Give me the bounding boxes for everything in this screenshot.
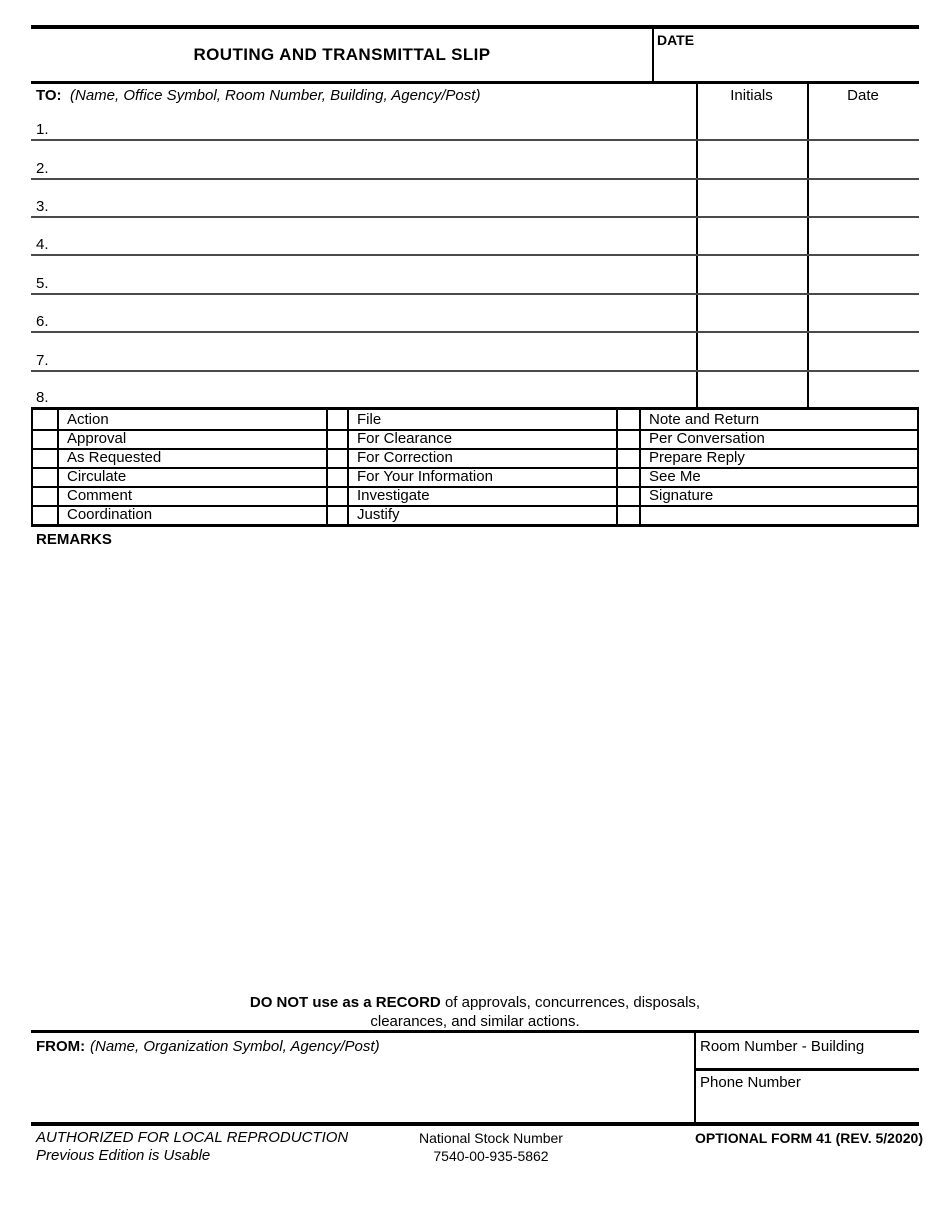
- to-row-4-date[interactable]: [809, 227, 917, 253]
- action-option: Investigate: [357, 487, 430, 504]
- action-option: Coordination: [67, 506, 153, 523]
- checkbox-cell-justify[interactable]: [328, 505, 347, 524]
- action-option: Comment: [67, 487, 133, 504]
- action-table-right-border: [917, 407, 919, 527]
- checkbox-cell-comment[interactable]: [33, 486, 57, 505]
- to-row-6-date[interactable]: [809, 304, 917, 330]
- nsn-label: National Stock Number: [419, 1130, 563, 1146]
- to-row-7-field[interactable]: [52, 343, 692, 369]
- to-row-1-field[interactable]: [52, 112, 692, 138]
- room-number-label: Room Number - Building: [700, 1038, 865, 1055]
- nsn-value: 7540-00-935-5862: [433, 1148, 549, 1164]
- to-row-1-initials[interactable]: [698, 112, 805, 138]
- from-box-bottom-border: [31, 1122, 919, 1126]
- date-field[interactable]: [654, 46, 919, 81]
- to-label: TO:: [36, 87, 62, 104]
- initials-column-header: Initials: [730, 87, 773, 104]
- authorized-reproduction-text: AUTHORIZED FOR LOCAL REPRODUCTION: [36, 1129, 349, 1146]
- row-number: 1.: [36, 121, 49, 138]
- checkbox-cell-investigate[interactable]: [328, 486, 347, 505]
- to-row-6-field[interactable]: [52, 304, 692, 330]
- action-option: For Your Information: [357, 468, 493, 485]
- to-row-1-date[interactable]: [809, 112, 917, 138]
- form-number: OPTIONAL FORM 41 (REV. 5/2020): [695, 1130, 923, 1146]
- checkbox-cell-note-and-return[interactable]: [618, 410, 639, 429]
- row-number: 4.: [36, 236, 49, 253]
- from-box-top-border: [31, 1030, 919, 1033]
- action-table-bottom-border: [31, 524, 919, 527]
- action-option: Action: [67, 411, 109, 428]
- checkbox-cell-action[interactable]: [33, 410, 57, 429]
- previous-edition-text: Previous Edition is Usable: [36, 1147, 211, 1164]
- action-option: Per Conversation: [649, 430, 765, 447]
- date-column-header: Date: [847, 87, 879, 104]
- from-field[interactable]: [31, 1056, 694, 1122]
- record-notice-bold: DO NOT use as a RECORD: [249, 994, 441, 1011]
- row-number: 6.: [36, 313, 49, 330]
- checkbox-cell-for-correction[interactable]: [328, 448, 347, 467]
- row-7-line: [31, 370, 919, 372]
- checkbox-cell-circulate[interactable]: [33, 467, 57, 486]
- action-option: As Requested: [67, 449, 162, 466]
- phone-number-label: Phone Number: [700, 1074, 801, 1091]
- from-hint: (Name, Organization Symbol, Agency/Post): [90, 1038, 380, 1055]
- checkbox-cell-as-requested[interactable]: [33, 448, 57, 467]
- action-option: For Correction: [357, 449, 453, 466]
- action-table-top-border: [31, 407, 919, 410]
- action-option: For Clearance: [357, 430, 453, 447]
- form-title: ROUTING AND TRANSMITTAL SLIP: [193, 45, 491, 64]
- remarks-field[interactable]: [31, 548, 919, 986]
- checkbox-cell-per-conversation[interactable]: [618, 429, 639, 448]
- row-1-line: [31, 139, 919, 141]
- phone-number-field[interactable]: [696, 1090, 919, 1122]
- row-number: 3.: [36, 198, 49, 215]
- action-option: Note and Return: [649, 411, 760, 428]
- action-table-col1-checkbox-divider: [57, 407, 59, 527]
- to-row-3-date[interactable]: [809, 189, 917, 215]
- to-row-4-field[interactable]: [52, 227, 692, 253]
- checkbox-cell-approval[interactable]: [33, 429, 57, 448]
- to-row-6-initials[interactable]: [698, 304, 805, 330]
- top-border: [31, 25, 919, 29]
- checkbox-cell-prepare-reply[interactable]: [618, 448, 639, 467]
- to-row-8-initials[interactable]: [698, 380, 805, 406]
- checkbox-cell-see-me[interactable]: [618, 467, 639, 486]
- to-row-2-field[interactable]: [52, 151, 692, 177]
- action-table-col3-checkbox-divider: [639, 407, 641, 527]
- action-table-col2-checkbox-divider: [347, 407, 349, 527]
- row-number: 7.: [36, 352, 49, 369]
- row-4-line: [31, 254, 919, 256]
- to-row-7-date[interactable]: [809, 343, 917, 369]
- row-number: 5.: [36, 275, 49, 292]
- action-table-row-divider: [31, 486, 919, 488]
- row-number: 8.: [36, 389, 49, 406]
- to-row-4-initials[interactable]: [698, 227, 805, 253]
- row-5-line: [31, 293, 919, 295]
- from-label: FROM:: [36, 1038, 86, 1055]
- room-phone-divider: [694, 1068, 919, 1071]
- header-bottom-border: [31, 81, 919, 84]
- record-notice-line1: [31, 993, 919, 1012]
- action-option: File: [357, 411, 382, 428]
- record-notice-line2: clearances, and similar actions.: [370, 1013, 580, 1030]
- action-table-row-divider: [31, 448, 919, 450]
- row-3-line: [31, 216, 919, 218]
- checkbox-cell-file[interactable]: [328, 410, 347, 429]
- action-option: See Me: [649, 468, 701, 485]
- row-6-line: [31, 331, 919, 333]
- to-row-5-field[interactable]: [52, 266, 692, 292]
- to-row-8-field[interactable]: [52, 380, 692, 406]
- action-option: Prepare Reply: [649, 449, 745, 466]
- action-table-row-divider: [31, 429, 919, 431]
- action-option: Circulate: [67, 468, 127, 485]
- checkbox-cell-for-clearance[interactable]: [328, 429, 347, 448]
- remarks-label: REMARKS: [36, 531, 112, 548]
- action-table-row-divider: [31, 505, 919, 507]
- action-option: Approval: [67, 430, 127, 447]
- to-row-2-initials[interactable]: [698, 151, 805, 177]
- to-hint: (Name, Office Symbol, Room Number, Building, Agency/Post): [70, 87, 481, 104]
- to-row-7-initials[interactable]: [698, 343, 805, 369]
- action-option: Justify: [357, 506, 400, 523]
- to-row-3-initials[interactable]: [698, 189, 805, 215]
- row-2-line: [31, 178, 919, 180]
- record-notice-rest: of approvals, concurrences, disposals,: [440, 994, 701, 1011]
- checkbox-cell-for-your-information[interactable]: [328, 467, 347, 486]
- date-label: DATE: [657, 32, 695, 48]
- to-row-5-initials[interactable]: [698, 266, 805, 292]
- to-row-3-field[interactable]: [52, 189, 692, 215]
- checkbox-cell-signature[interactable]: [618, 486, 639, 505]
- to-row-8-date[interactable]: [809, 380, 917, 406]
- to-row-5-date[interactable]: [809, 266, 917, 292]
- action-option: Signature: [649, 487, 714, 504]
- to-row-2-date[interactable]: [809, 151, 917, 177]
- row-number: 2.: [36, 160, 49, 177]
- checkbox-cell-col3-blank[interactable]: [618, 505, 639, 524]
- checkbox-cell-coordination[interactable]: [33, 505, 57, 524]
- room-number-field[interactable]: [696, 1053, 919, 1068]
